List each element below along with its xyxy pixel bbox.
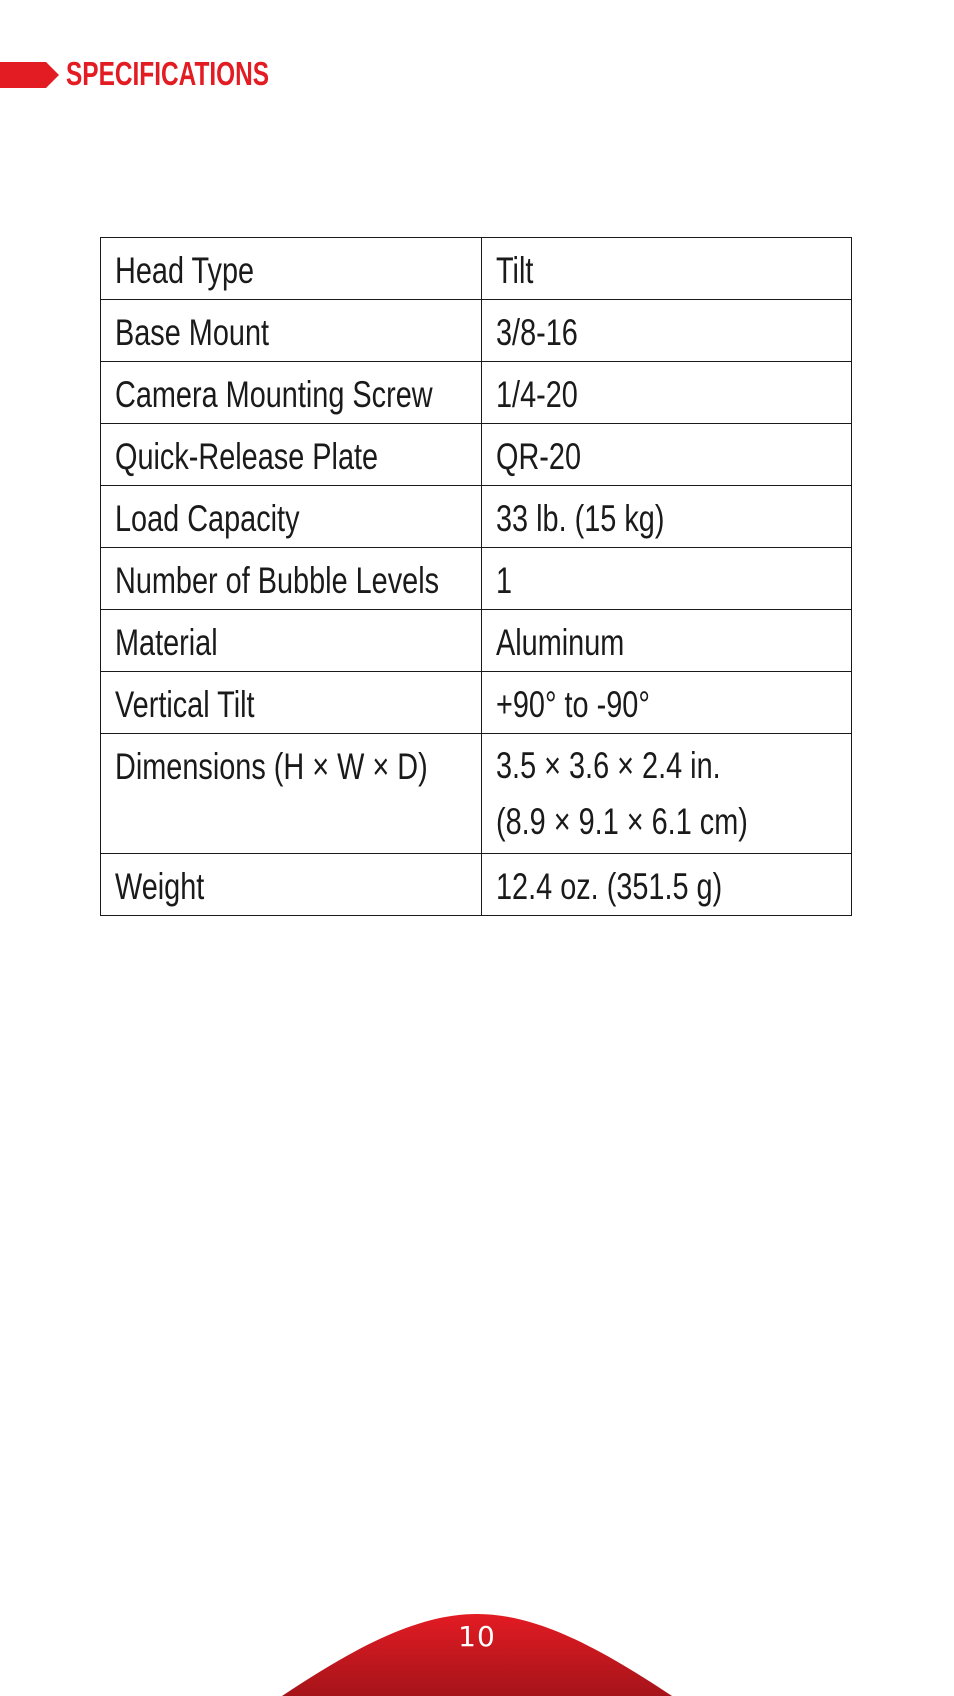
table-row <box>101 362 852 424</box>
spec-value: Aluminum <box>496 622 625 663</box>
spec-value: Tilt <box>496 250 534 291</box>
spec-value-cell <box>482 300 852 362</box>
spec-value: 1 <box>496 560 513 601</box>
spec-label: Camera Mounting Screw <box>115 374 433 415</box>
table-row <box>101 672 852 734</box>
spec-value: 1/4-20 <box>496 374 578 415</box>
spec-value-cell <box>482 610 852 672</box>
table-row <box>101 734 852 854</box>
table-row <box>101 610 852 672</box>
spec-label-cell <box>101 238 482 300</box>
spec-label: Material <box>115 622 218 663</box>
table-row <box>101 854 852 916</box>
spec-label-cell <box>101 486 482 548</box>
spec-label-cell <box>101 734 482 854</box>
spec-label-cell <box>101 548 482 610</box>
spec-value: 3/8-16 <box>496 312 578 353</box>
table-row <box>101 486 852 548</box>
spec-value: 12.4 oz. (351.5 g) <box>496 866 723 907</box>
spec-value-line-1: 3.5 × 3.6 × 2.4 in. <box>496 745 721 786</box>
spec-label-cell <box>101 854 482 916</box>
spec-label: Base Mount <box>115 312 270 353</box>
spec-label: Load Capacity <box>115 498 300 539</box>
spec-label: Quick-Release Plate <box>115 436 379 477</box>
spec-value: QR-20 <box>496 436 582 477</box>
spec-label-cell <box>101 610 482 672</box>
spec-value-cell <box>482 672 852 734</box>
table-row <box>101 548 852 610</box>
spec-value-cell <box>482 734 852 854</box>
spec-label: Head Type <box>115 250 255 291</box>
spec-value-cell <box>482 362 852 424</box>
spec-value: 33 lb. (15 kg) <box>496 498 665 539</box>
spec-label-cell <box>101 672 482 734</box>
spec-label: Number of Bubble Levels <box>115 560 440 601</box>
table-row <box>101 424 852 486</box>
spec-label-cell <box>101 300 482 362</box>
spec-value-cell <box>482 548 852 610</box>
spec-value-cell <box>482 238 852 300</box>
spec-value: +90° to -90° <box>496 684 650 725</box>
section-marker <box>0 62 59 88</box>
spec-label-cell <box>101 362 482 424</box>
section-title: SPECIFICATIONS <box>66 55 270 92</box>
spec-value-cell <box>482 424 852 486</box>
spec-value-line-2: (8.9 × 9.1 × 6.1 cm) <box>496 801 748 842</box>
spec-label: Weight <box>115 866 205 907</box>
table-row <box>101 300 852 362</box>
spec-label-cell <box>101 424 482 486</box>
spec-label: Dimensions (H × W × D) <box>115 746 428 787</box>
table-row <box>101 238 852 300</box>
page-number: 10 <box>458 1620 496 1653</box>
spec-label: Vertical Tilt <box>115 684 255 725</box>
specifications-table <box>100 237 852 916</box>
spec-value-cell <box>482 854 852 916</box>
spec-value-cell <box>482 486 852 548</box>
